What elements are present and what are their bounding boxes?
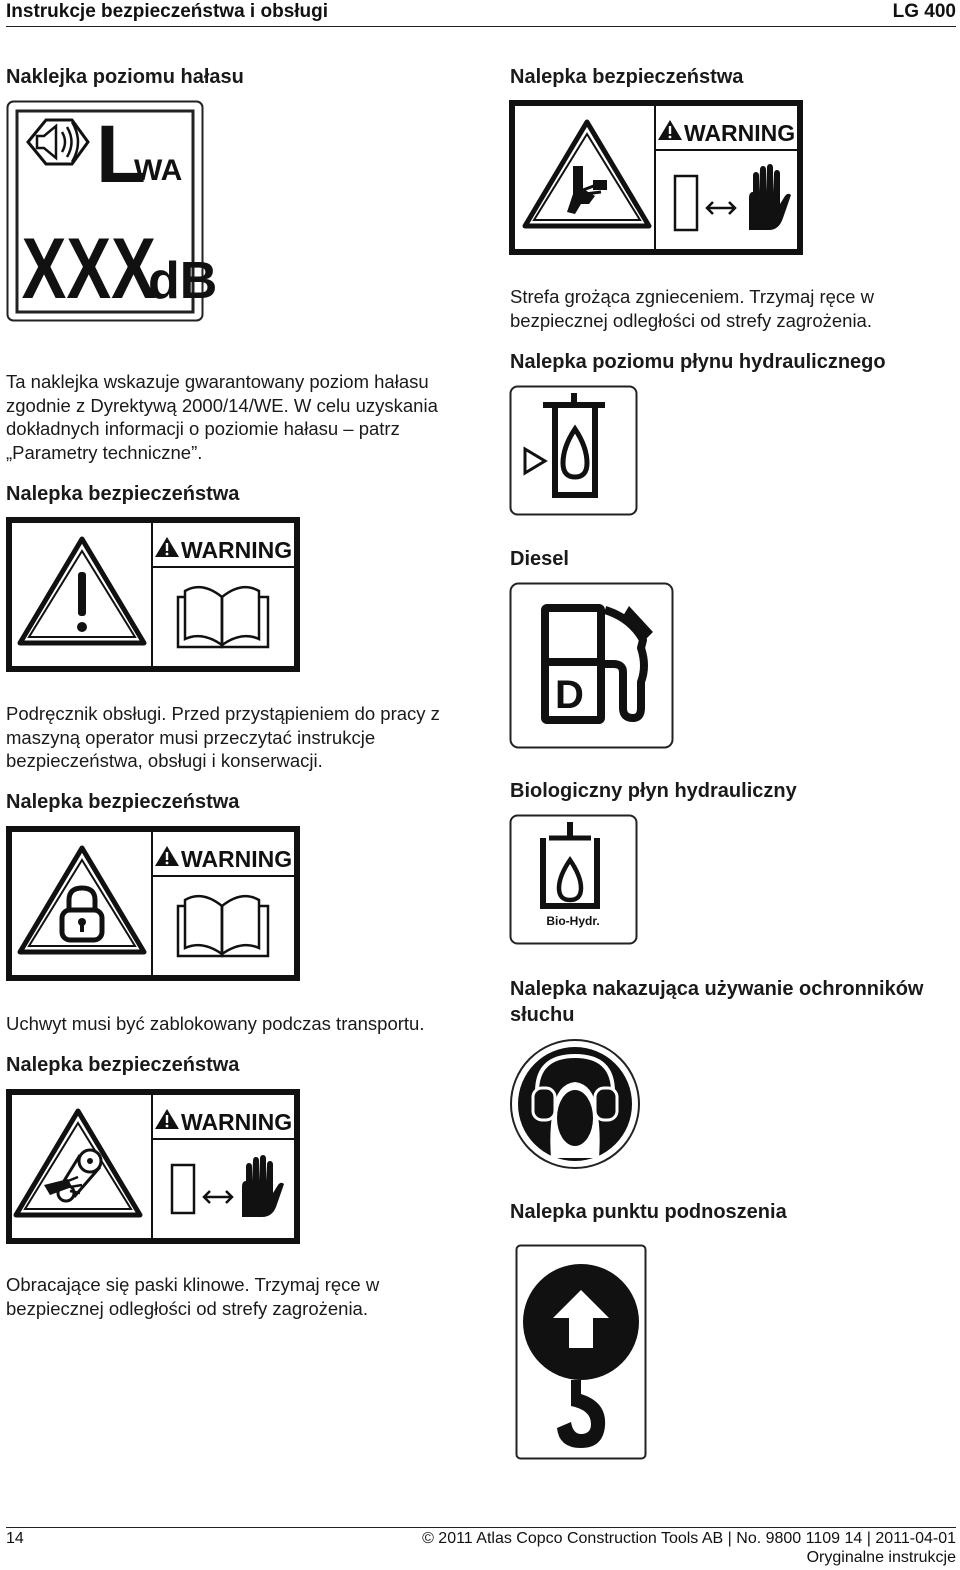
warning-word: WARNING — [181, 537, 293, 563]
hydraulic-heading: Nalepka poziomu płynu hydraulicznego — [510, 351, 886, 373]
hydraulic-level-label — [509, 385, 638, 516]
safety2-description: Uchwyt musi być zablokowany podczas transportu. — [6, 1013, 425, 1034]
manual-book-icon — [178, 896, 268, 956]
manual-book-icon — [178, 587, 268, 647]
hearing-heading: Nalepka nakazująca używanie ochronników słuchu — [510, 978, 924, 1026]
warning-rotating-belts-label — [6, 1089, 300, 1244]
warning-locked-handle-label — [6, 826, 300, 981]
header-title: Instrukcje bezpieczeństwa i obsługi — [6, 1, 329, 22]
original-instructions: Oryginalne instrukcje — [806, 1549, 956, 1566]
diesel-letter: D — [555, 673, 584, 717]
footer-rule — [6, 1527, 956, 1528]
noise-unit: dB — [148, 252, 218, 310]
copyright: © 2011 Atlas Copco Construction Tools AB | No. 9800 1109 14 | 2011-04-01 — [422, 1530, 956, 1547]
safety1-description: Podręcznik obsługi. Przed przystąpieniem do pracy z maszyną operator musi przeczytać instrukcje bezpieczeństwa, obsługi i konserwacji. — [6, 703, 440, 771]
noise-description: Ta naklejka wskazuje gwarantowany poziom hałasu zgodnie z Dyrektywą 2000/14/WE. W celu uzyskania dokładnych informacji o poziomie hałasu – patrz „Parametry techniczne”. — [6, 371, 438, 463]
warning-word: WARNING — [684, 120, 796, 146]
lifting-point-label — [515, 1244, 647, 1460]
lwa-l: L — [96, 109, 147, 200]
warning-word: WARNING — [181, 1109, 293, 1135]
lwa-sub: WA — [134, 154, 183, 187]
warning-crush-hazard-label — [509, 100, 803, 255]
right-safety-heading: Nalepka bezpieczeństwa — [510, 66, 744, 88]
header-model: LG 400 — [892, 1, 956, 22]
warning-read-manual-label — [6, 517, 300, 672]
right-safety-description: Strefa grożąca zgnieceniem. Trzymaj ręce w bezpiecznej odległości od strefy zagrożenia. — [510, 286, 874, 331]
diesel-heading: Diesel — [510, 548, 569, 570]
safety2-heading: Nalepka bezpieczeństwa — [6, 791, 240, 813]
safety3-heading: Nalepka bezpieczeństwa — [6, 1054, 240, 1076]
machine-part-icon — [172, 1165, 194, 1213]
hearing-protection-label — [509, 1038, 641, 1170]
page-number: 14 — [6, 1530, 24, 1547]
warning-word: WARNING — [181, 846, 293, 872]
lifting-heading: Nalepka punktu podnoszenia — [510, 1201, 787, 1223]
noise-heading: Naklejka poziomu hałasu — [6, 66, 244, 88]
bio-hydr-text: Bio-Hydr. — [546, 914, 600, 928]
machine-part-icon — [675, 176, 697, 230]
noise-value: XXX — [21, 221, 156, 317]
noise-level-label — [6, 100, 218, 322]
bio-heading: Biologiczny płyn hydrauliczny — [510, 780, 797, 802]
bio-hydraulic-label — [509, 814, 638, 945]
diesel-label — [509, 582, 674, 749]
safety3-description: Obracające się paski klinowe. Trzymaj ręce w bezpiecznej odległości od strefy zagrożenia. — [6, 1274, 380, 1319]
safety1-heading: Nalepka bezpieczeństwa — [6, 483, 240, 505]
header-rule — [6, 26, 956, 27]
